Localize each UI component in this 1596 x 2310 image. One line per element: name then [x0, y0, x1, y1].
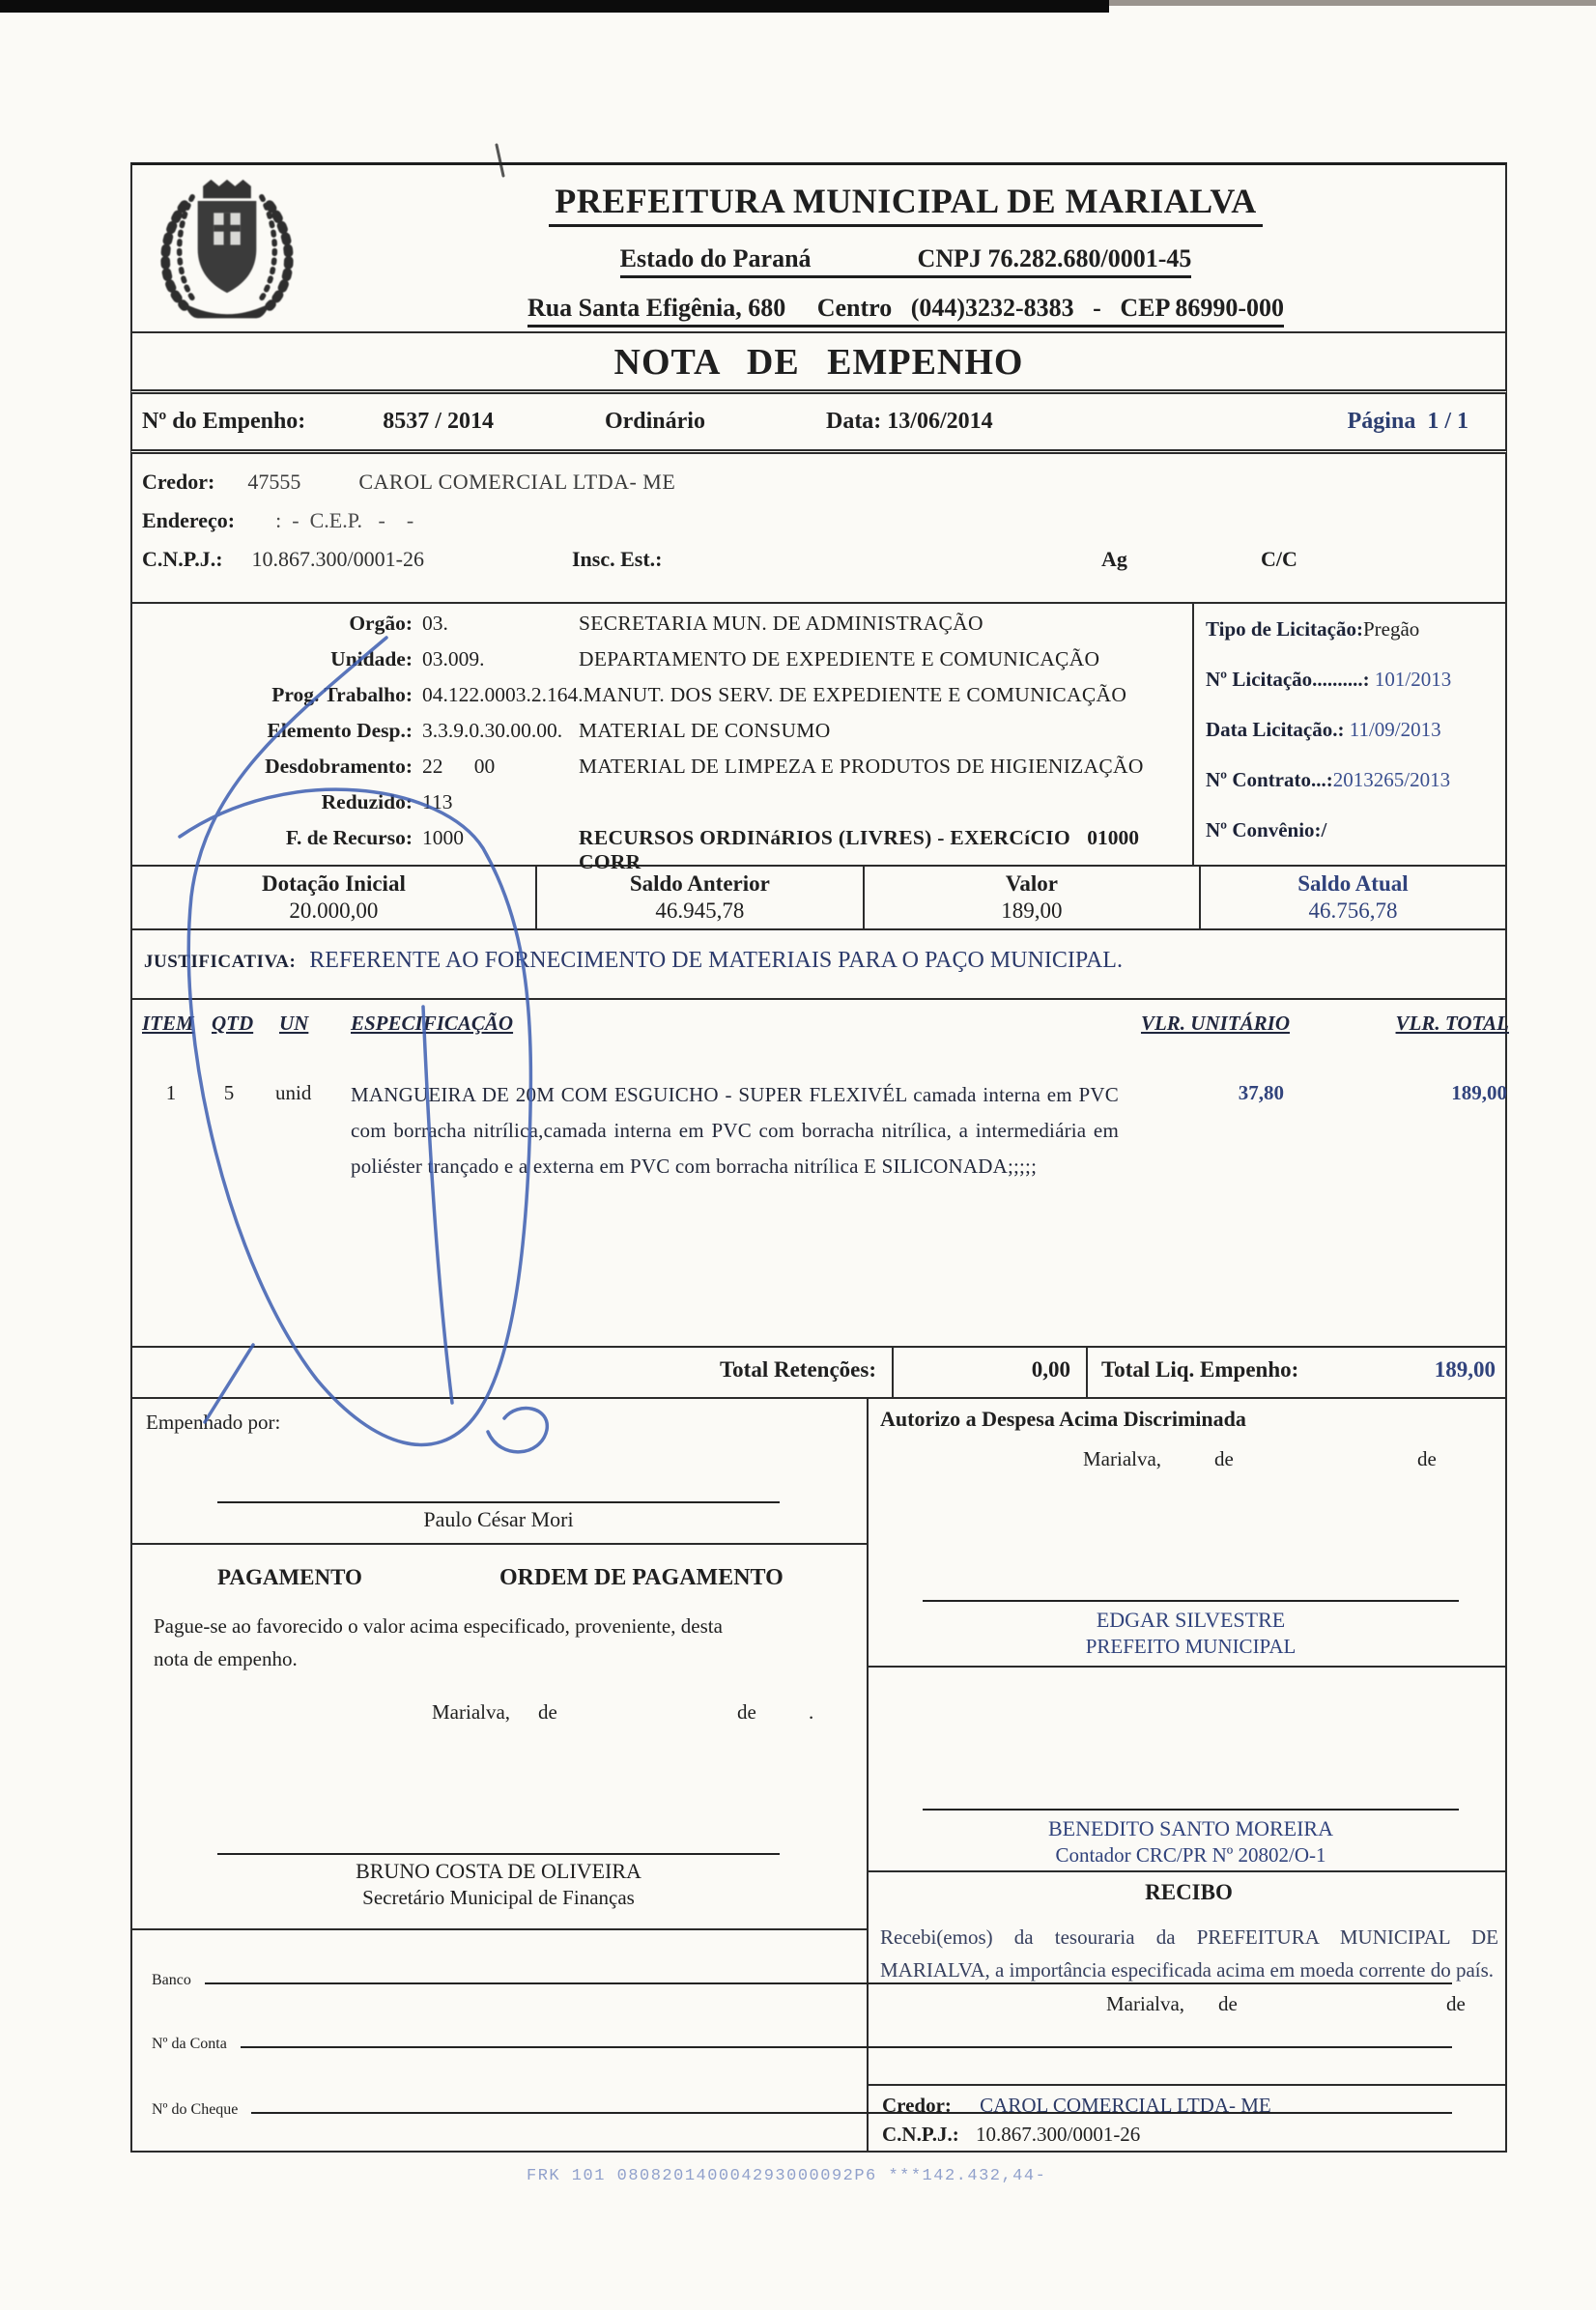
creditor-code: 47555 — [247, 470, 301, 494]
item-description: MANGUEIRA DE 20M COM ESGUICHO - SUPER FLEXIVÉL camada interna em PVC com borracha nitrílica,camada interna em PVC com borracha nitrílica, a intermediária em poliéster trançado e a externa em PVC com borracha nitrílica E SILICONADA;;;;; — [351, 1083, 1119, 1178]
credor-footer-row — [882, 2094, 1271, 2118]
edgar-signature-line — [923, 1600, 1459, 1602]
item-quantity: 5 — [223, 1081, 235, 1104]
recurso-code: 1000 — [422, 826, 464, 849]
bruno-signature-line — [217, 1853, 780, 1855]
elemento-name: MATERIAL DE CONSUMO — [579, 719, 831, 742]
items-header-un: UN — [279, 1012, 309, 1035]
ordem-de-pagamento-title: ORDEM DE PAGAMENTO — [499, 1565, 784, 1590]
elemento-label: Elemento Desp.: — [267, 719, 413, 742]
desdobramento-label: Desdobramento: — [265, 755, 413, 778]
unidade-label: Unidade: — [330, 647, 413, 670]
orgao-label: Orgão: — [349, 612, 413, 635]
de-word: de — [1214, 1447, 1234, 1470]
items-header-espec: ESPECIFICAÇÃO — [351, 1012, 514, 1035]
bank-agency-label: Ag — [1101, 547, 1127, 571]
licitacao-date-row — [1206, 718, 1509, 768]
bruno-role: Secretário Municipal de Finanças — [362, 1886, 635, 1909]
creditor-cnpj-label: C.N.P.J.: — [142, 547, 223, 571]
org-address: Rua Santa Efigênia, 680 Centro (044)3232-8383 - CEP 86990-000 — [527, 294, 1284, 328]
items-header-unit-value: VLR. UNITÁRIO — [1140, 1012, 1290, 1035]
prog-code: 04.122.0003.2.164. — [422, 683, 584, 706]
total-liq-label: Total Liq. Empenho: — [1101, 1357, 1299, 1382]
scan-edge-artifact-2 — [1109, 0, 1596, 6]
empenho-type: Ordinário — [604, 409, 705, 434]
saldo-anterior-cell — [535, 867, 863, 928]
creditor-label: Credor: — [142, 470, 215, 494]
empenho-header-row — [130, 394, 1507, 454]
justification-label: JUSTIFICATIVA: — [144, 952, 297, 972]
pague-se-text: Pague-se ao favorecido o valor acima especificado, proveniente, desta nota de empenho. — [154, 1614, 723, 1670]
total-retencoes-label: Total Retenções: — [132, 1348, 894, 1397]
total-liq-value: 189,00 — [1434, 1357, 1496, 1382]
items-header-total-value: VLR. TOTAL — [1395, 1012, 1509, 1035]
benedito-signature-line — [923, 1809, 1459, 1811]
licitacao-number-row — [1206, 668, 1509, 718]
empenho-number-label: Nº do Empenho: — [142, 409, 306, 434]
elemento-code: 3.3.9.0.30.00.00. — [422, 719, 563, 742]
justification-block — [130, 930, 1507, 1000]
desdobramento-name: MATERIAL DE LIMPEZA E PRODUTOS DE HIGIENIZAÇÃO — [579, 755, 1144, 778]
org-title: PREFEITURA MUNICIPAL DE MARIALVA — [549, 181, 1262, 227]
empenho-number-value: 8537 / 2014 — [383, 409, 494, 434]
page-label: Página — [1347, 409, 1416, 434]
credor-footer-name: CAROL COMERCIAL LTDA- ME — [980, 2094, 1271, 2117]
unidade-code: 03.009. — [422, 647, 485, 670]
budget-row-elemento — [132, 719, 1192, 755]
cnpj-footer-label: C.N.P.J.: — [882, 2123, 959, 2146]
pagamento-label: PAGAMENTO — [217, 1565, 362, 1589]
city-name: Marialva, — [1106, 1992, 1185, 2015]
creditor-name: CAROL COMERCIAL LTDA- ME — [358, 470, 676, 494]
saldo-atual-header: Saldo Atual — [1297, 871, 1409, 896]
edgar-name: EDGAR SILVESTRE — [1096, 1608, 1286, 1632]
de-word: de — [737, 1700, 756, 1724]
convenio-label: Nº Convênio:/ — [1206, 818, 1327, 841]
reduzido-label: Reduzido: — [321, 790, 413, 813]
item-total-price: 189,00 — [1451, 1081, 1507, 1104]
budget-row-reduzido — [132, 790, 1192, 826]
budget-row-desdobramento — [132, 755, 1192, 790]
licitacao-column — [1192, 604, 1509, 867]
recurso-label: F. de Recurso: — [285, 826, 413, 849]
total-liq-cell — [1088, 1348, 1505, 1397]
convenio-row — [1206, 818, 1509, 869]
dotacao-inicial-cell — [132, 867, 535, 928]
address-value: : - C.E.P. - - — [275, 508, 414, 532]
recurso-name: RECURSOS ORDINáRIOS (LIVRES) - EXERCíCIO CORR — [579, 826, 1070, 873]
recibo-top-rule — [869, 1870, 1505, 1872]
benedito-name: BENEDITO SANTO MOREIRA — [1048, 1816, 1333, 1840]
pagamento-top-rule — [132, 1543, 867, 1545]
de-word: de — [538, 1700, 557, 1724]
licitacao-type-value: Pregão — [1362, 617, 1420, 641]
item-unit-price: 37,80 — [1238, 1081, 1284, 1104]
bank-validation-stamp: FRK 101 080820140004293000092P6 ***142.432,44- — [527, 2167, 1047, 2185]
cheque-fill-line — [251, 2089, 1452, 2114]
de-word: de — [1417, 1447, 1437, 1470]
total-retencoes-value: 0,00 — [894, 1348, 1088, 1397]
account-field-row — [152, 2023, 1452, 2053]
prog-name: MANUT. DOS SERV. DE EXPEDIENTE E COMUNICAÇÃO — [583, 683, 1127, 706]
orgao-name: SECRETARIA MUN. DE ADMINISTRAÇÃO — [579, 612, 983, 635]
benedito-role: Contador CRC/PR Nº 20802/O-1 — [1055, 1843, 1326, 1867]
licitacao-number-label: Nº Licitação..........: — [1206, 668, 1370, 691]
empenhado-por-label: Empenhado por: — [146, 1411, 281, 1434]
totals-row — [130, 1348, 1507, 1399]
cnpj-label: CNPJ 76.282.680/0001-45 — [917, 244, 1192, 272]
dotacao-table — [130, 867, 1507, 930]
budget-row-orgao — [132, 612, 1192, 647]
page-value: 1 / 1 — [1427, 409, 1468, 434]
dotacao-inicial-value: 20.000,00 — [289, 898, 379, 923]
conta-label: Nº da Conta — [152, 2036, 227, 2052]
de-word: de — [1446, 1992, 1466, 2015]
budget-row-recurso — [132, 826, 1192, 873]
contract-number-label: Nº Contrato...: — [1206, 768, 1333, 791]
bank-top-rule — [132, 1928, 867, 1930]
items-table — [130, 1000, 1507, 1348]
budget-classification-block — [130, 604, 1507, 873]
valor-header: Valor — [1005, 871, 1058, 896]
document-title: NOTA DE EMPENHO — [613, 342, 1024, 383]
edgar-role: PREFEITO MUNICIPAL — [1085, 1635, 1297, 1658]
city-name: Marialva, — [432, 1700, 511, 1724]
orgao-code: 03. — [422, 612, 448, 635]
licitacao-date-value: 11/09/2013 — [1349, 718, 1441, 741]
licitacao-type-row — [1206, 617, 1509, 668]
signatures-area — [130, 1399, 1507, 2153]
justification-text: REFERENTE AO FORNECIMENTO DE MATERIAIS PARA O PAÇO MUNICIPAL. — [309, 948, 1123, 973]
licitacao-number-value: 101/2013 — [1374, 668, 1452, 691]
bruno-name: BRUNO COSTA DE OLIVEIRA — [356, 1859, 641, 1883]
recibo-text: Recebi(emos) da tesouraria da PREFEITURA MUNICIPAL DE MARIALVA, a importância especificada acima em moeda corrente do país. — [880, 1925, 1498, 1982]
banco-label: Banco — [152, 1972, 191, 1988]
saldo-anterior-value: 46.945,78 — [655, 898, 745, 923]
address-label: Endereço: — [142, 508, 236, 532]
dotacao-inicial-header: Dotação Inicial — [261, 871, 406, 896]
valor-cell — [863, 867, 1199, 928]
municipal-coat-of-arms-logo — [146, 173, 308, 332]
empenhado-signatory-name: Paulo César Mori — [423, 1507, 574, 1531]
cheque-label: Nº do Cheque — [152, 2101, 239, 2118]
saldo-anterior-header: Saldo Anterior — [629, 871, 770, 896]
cnpj-footer-row — [882, 2123, 1140, 2147]
cnpj-footer-value: 10.867.300/0001-26 — [975, 2123, 1141, 2146]
bank-account-label: C/C — [1261, 547, 1297, 571]
licitacao-date-label: Data Licitação.: — [1206, 718, 1345, 741]
budget-rows — [132, 604, 1192, 873]
item-number: 1 — [165, 1081, 177, 1104]
desdobramento-code: 22 00 — [422, 755, 496, 778]
creditor-block — [130, 454, 1507, 604]
licitacao-type-label: Tipo de Licitação: — [1206, 617, 1363, 641]
prog-label: Prog. Trabalho: — [271, 683, 413, 706]
recibo-title: RECIBO — [1145, 1880, 1233, 1904]
unidade-name: DEPARTAMENTO DE EXPEDIENTE E COMUNICAÇÃO — [579, 647, 1100, 670]
creditor-cnpj-value: 10.867.300/0001-26 — [251, 547, 424, 571]
period: . — [809, 1700, 814, 1724]
contract-number-row — [1206, 768, 1509, 818]
valor-value: 189,00 — [1001, 898, 1063, 923]
saldo-atual-cell — [1199, 867, 1505, 928]
contract-number-value: 2013265/2013 — [1332, 768, 1451, 791]
item-unit: unid — [275, 1081, 312, 1104]
conta-fill-line — [241, 2023, 1452, 2048]
credor-footer-rule — [869, 2084, 1505, 2086]
empenho-date: Data: 13/06/2014 — [825, 409, 993, 434]
state-label: Estado do Paraná — [619, 244, 812, 272]
document-title-bar — [130, 333, 1507, 394]
contador-top-rule — [869, 1666, 1505, 1668]
credor-footer-label: Credor: — [882, 2094, 952, 2117]
items-header-item: ITEM — [142, 1012, 194, 1035]
recurso-extra-code: 01000 — [1087, 826, 1139, 849]
autorizo-title: Autorizo a Despesa Acima Discriminada — [880, 1407, 1246, 1431]
city-name: Marialva, — [1083, 1447, 1162, 1470]
org-subtitle — [620, 244, 1192, 278]
budget-row-unidade — [132, 647, 1192, 683]
scan-edge-artifact — [0, 0, 1109, 13]
page-indicator — [1348, 409, 1468, 435]
letterhead — [130, 162, 1507, 333]
reduzido-code: 113 — [422, 790, 453, 813]
saldo-atual-value: 46.756,78 — [1308, 898, 1398, 923]
de-word: de — [1218, 1992, 1238, 2015]
state-registration-label: Insc. Est.: — [572, 547, 663, 571]
items-header-qtd: QTD — [212, 1012, 254, 1035]
budget-row-prog-trabalho — [132, 683, 1192, 719]
empenhado-signature-line — [217, 1501, 780, 1503]
